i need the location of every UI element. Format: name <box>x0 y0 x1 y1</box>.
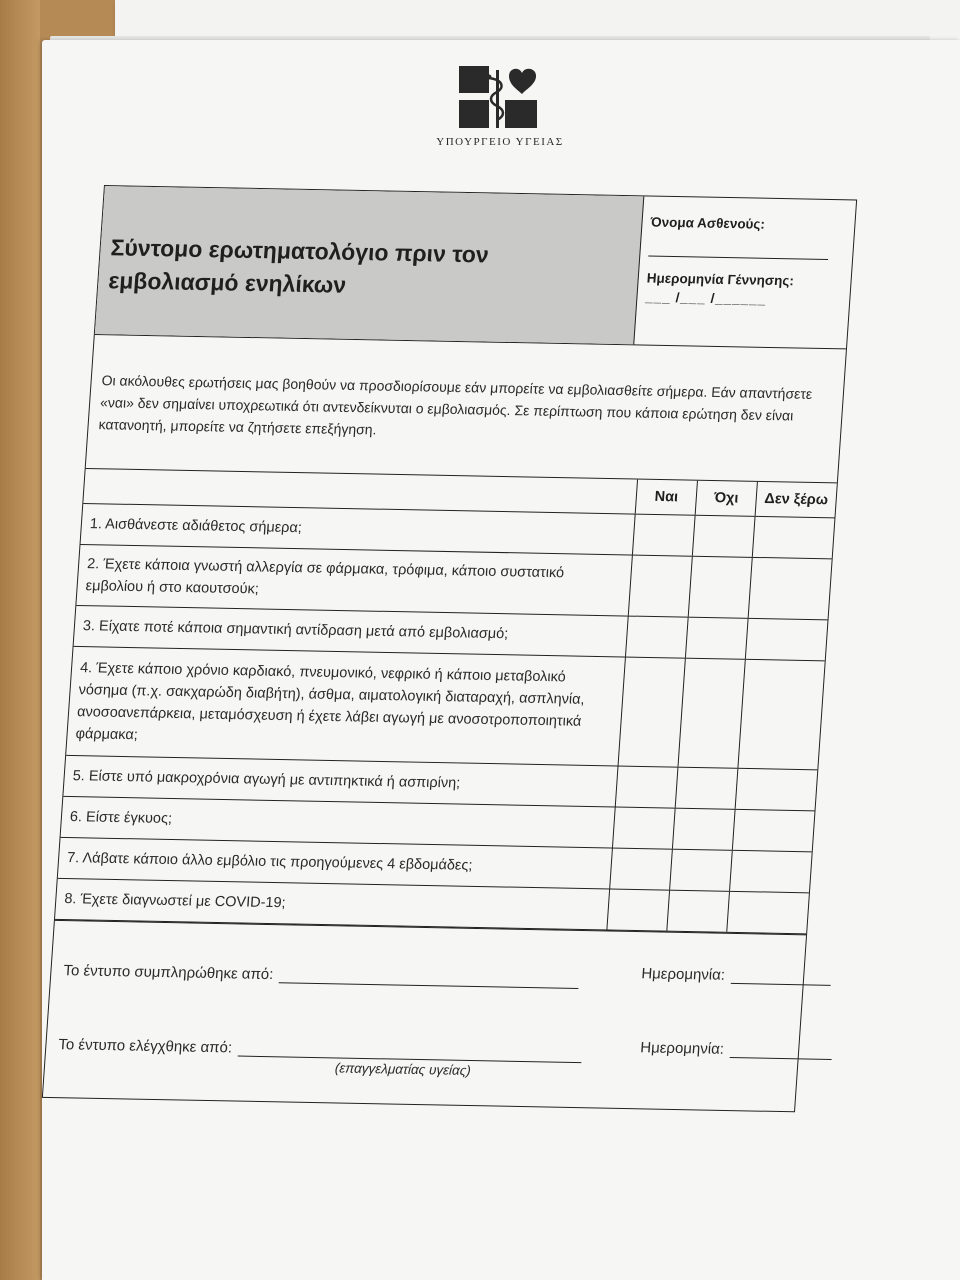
answer-no-checkbox[interactable] <box>675 768 738 809</box>
answer-dont-know-checkbox[interactable] <box>745 619 828 661</box>
answer-yes-checkbox[interactable] <box>618 658 685 767</box>
checked-date-label: Ημερομηνία: <box>639 1039 725 1058</box>
answer-no-checkbox[interactable] <box>692 516 755 557</box>
answer-no-checkbox[interactable] <box>666 891 729 932</box>
answer-no-checkbox[interactable] <box>688 557 752 618</box>
answer-dont-know-checkbox[interactable] <box>748 558 832 620</box>
completed-by-row <box>63 961 580 989</box>
signature-section <box>43 920 806 1111</box>
answer-yes-checkbox[interactable] <box>615 767 678 808</box>
answer-dont-know-checkbox[interactable] <box>752 517 835 559</box>
answer-dont-know-checkbox[interactable] <box>737 660 824 770</box>
desk-surface <box>0 0 40 1280</box>
question-6: 6. Είστε έγκυος; <box>69 809 173 828</box>
health-professional-note: (επαγγελματίας υγείας) <box>334 1060 472 1079</box>
form-title <box>107 231 489 304</box>
dob-label: Ημερομηνία Γέννησης: <box>646 270 795 289</box>
title-line-2: εμβολιασμό ενηλίκων <box>107 267 348 298</box>
answer-no-checkbox[interactable] <box>677 659 744 768</box>
question-2: 2. Έχετε κάποια γνωστή αλλεργία σε φάρμακα, τρόφιμα, κάποιο συστατικό εμβολίου ή στο καουτσούκ; <box>85 556 565 598</box>
answer-no-checkbox[interactable] <box>669 850 732 891</box>
answer-dont-know-checkbox[interactable] <box>735 769 818 811</box>
question-5: 5. Είστε υπό μακροχρόνια αγωγή με αντιπηκτικά ή ασπιρίνη; <box>72 768 461 792</box>
answer-yes-checkbox[interactable] <box>632 515 695 556</box>
answer-dont-know-checkbox[interactable] <box>729 851 812 893</box>
question-8: 8. Έχετε διαγνωστεί με COVID-19; <box>63 891 287 912</box>
ministry-logo-icon <box>459 66 537 128</box>
dob-field[interactable]: ___ /___ /______ <box>644 289 767 307</box>
completed-date-label: Ημερομηνία: <box>640 965 726 984</box>
answer-yes-checkbox[interactable] <box>612 808 675 849</box>
intro-text: Οι ακόλουθες ερωτήσεις μας βοηθούν να προσδιορίσουμε εάν μπορείτε να εμβολιασθείτε σήμερα. Εάν απαντήσετε «ναι» δεν σημαίνει υποχρεωτικά ότι αντενδείκνυται ο εμβολιασμός. Σε περίπτωση που κάποια ερώτηση δεν είναι κατανοητή, μπορείτε να ζητήσετε επεξήγηση. <box>86 335 846 483</box>
checked-by-label: Το έντυπο ελέγχθηκε από: <box>57 1036 233 1057</box>
checked-by-row <box>58 1035 582 1063</box>
completed-by-field[interactable] <box>279 965 580 989</box>
checked-by-field[interactable] <box>237 1039 582 1064</box>
patient-name-field[interactable] <box>648 230 830 260</box>
answer-no-checkbox[interactable] <box>672 809 735 850</box>
header-yes: Ναι <box>635 480 697 515</box>
header-dont-know: Δεν ξέρω <box>755 482 837 518</box>
question-1: 1. Αισθάνεστε αδιάθετος σήμερα; <box>89 516 303 537</box>
answer-yes-checkbox[interactable] <box>625 617 688 658</box>
question-4: 4. Έχετε κάποιο χρόνιο καρδιακό, πνευμονικό, νεφρικό ή κάποιο μεταβολικό νόσημα (π.χ. σακχαρώδη διαβήτη), άσθμα, αιματολογική διαταραχή, ασπληνία, ανοσοανεπάρκεια, μεταμόσχευση ή έχετε λάβει αγωγή με ανοσοτροποποιητικά φάρμακα; <box>75 660 586 744</box>
questionnaire-form <box>42 185 857 1112</box>
question-3: 3. Είχατε ποτέ κάποια σημαντική αντίδραση μετά από εμβολιασμό; <box>82 618 509 643</box>
question-7: 7. Λάβατε κάποιο άλλο εμβόλιο τις προηγούμενες 4 εβδομάδες; <box>66 850 473 874</box>
ministry-name: ΥΠΟΥΡΓΕΙΟ ΥΓΕΙΑΣ <box>436 136 564 148</box>
title-line-1: Σύντομο ερωτηματολόγιο πριν τον <box>109 234 490 268</box>
answer-yes-checkbox[interactable] <box>609 848 672 889</box>
checked-date-row <box>640 1038 833 1060</box>
patient-info-box <box>634 196 856 348</box>
patient-name-label: Όνομα Ασθενούς: <box>650 214 766 232</box>
answer-no-checkbox[interactable] <box>685 618 748 659</box>
form-header <box>95 186 856 349</box>
form-grid <box>42 185 857 1112</box>
answer-dont-know-checkbox[interactable] <box>726 892 809 934</box>
completed-date-row <box>641 964 832 986</box>
table-row <box>66 647 825 770</box>
answer-yes-checkbox[interactable] <box>628 556 692 617</box>
header-no: Όχι <box>695 481 757 516</box>
title-box <box>95 186 644 344</box>
checked-date-field[interactable] <box>729 1040 832 1060</box>
answer-dont-know-checkbox[interactable] <box>732 810 815 852</box>
completed-by-label: Το έντυπο συμπληρώθηκε από: <box>62 962 274 984</box>
answer-yes-checkbox[interactable] <box>606 889 669 930</box>
completed-date-field[interactable] <box>730 966 831 986</box>
